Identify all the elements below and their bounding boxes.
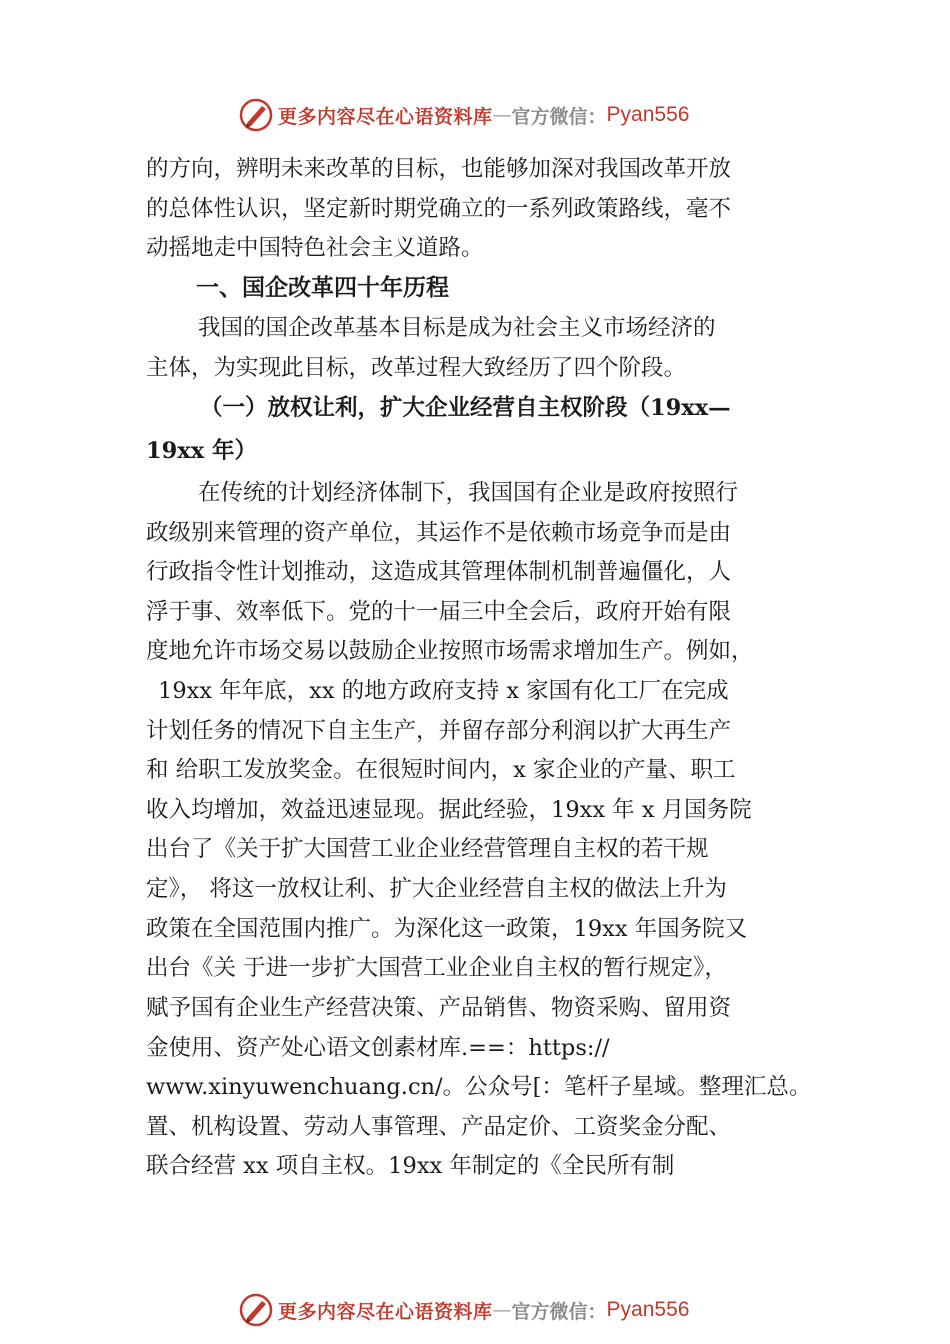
text-line: 度地允许市场交易以鼓励企业按照市场需求增加生产。例如， bbox=[146, 638, 754, 664]
text-line: 行政指令性计划推动，这造成其管理体制机制普遍僵化，人 bbox=[146, 559, 732, 585]
text-line: 和 给职工发放奖金。在很短时间内，x 家企业的产量、职工 bbox=[146, 757, 736, 783]
banner-site-name: 更多内容尽在心语资料库 bbox=[278, 105, 493, 128]
text-line: 出台了《关于扩大国营工业企业经营管理自主权的若干规 bbox=[146, 836, 709, 862]
header-banner bbox=[238, 95, 689, 135]
text-line: 计划任务的情况下自主生产，并留存部分利润以扩大再生产 bbox=[146, 718, 732, 744]
banner-wechat-label: 官方微信： bbox=[511, 105, 607, 128]
banner-wechat-label: 官方微信： bbox=[511, 1300, 607, 1323]
banner-dash: — bbox=[492, 1299, 512, 1321]
text-line: 出台《关 于进一步扩大国营工业企业自主权的暂行规定》， bbox=[146, 955, 727, 981]
subsection-heading: （一）放权让利，扩大企业经营自主权阶段（19xx— bbox=[200, 395, 731, 421]
banner-dash: — bbox=[492, 104, 512, 126]
text-line: 我国的国企改革基本目标是成为社会主义市场经济的 bbox=[198, 315, 716, 341]
pen-circle-logo-icon bbox=[238, 97, 274, 133]
banner-wechat-id: Pyan556 bbox=[606, 1298, 690, 1321]
text-line: 主体，为实现此目标，改革过程大致经历了四个阶段。 bbox=[146, 355, 687, 381]
text-line: 的方向，辨明未来改革的目标，也能够加深对我国改革开放 bbox=[146, 156, 732, 182]
text-line: 的总体性认识，坚定新时期党确立的一系列政策路线，毫不 bbox=[146, 196, 732, 222]
banner-site-name: 更多内容尽在心语资料库 bbox=[278, 1300, 493, 1323]
text-line: 政策在全国范围内推广。为深化这一政策，19xx 年国务院又 bbox=[146, 916, 748, 942]
text-line: 政级别来管理的资产单位，其运作不是依赖市场竞争而是由 bbox=[146, 520, 732, 546]
text-line: 收入均增加，效益迅速显现。据此经验，19xx 年 x 月国务院 bbox=[146, 797, 752, 823]
text-line: 定》， 将这一放权让利、扩大企业经营自主权的做法上升为 bbox=[146, 876, 727, 902]
text-line: 动摇地走中国特色社会主义道路。 bbox=[146, 235, 484, 261]
subsection-heading-cont: 19xx 年） bbox=[146, 438, 257, 464]
text-line: 置、机构设置、劳动人事管理、产品定价、工资奖金分配、 bbox=[146, 1114, 732, 1140]
banner-wechat-id: Pyan556 bbox=[606, 103, 690, 126]
section-heading: 一、国企改革四十年历程 bbox=[196, 275, 449, 301]
text-line: 浮于事、效率低下。党的十一届三中全会后，政府开始有限 bbox=[146, 599, 732, 625]
text-line: 金使用、资产处心语文创素材库.==：https:// bbox=[146, 1035, 610, 1061]
text-line: 联合经营 xx 项自主权。19xx 年制定的《全民所有制 bbox=[146, 1153, 675, 1179]
text-line: 在传统的计划经济体制下，我国国有企业是政府按照行 bbox=[198, 480, 739, 506]
footer-banner bbox=[238, 1290, 689, 1330]
text-line: 赋予国有企业生产经营决策、产品销售、物资采购、留用资 bbox=[146, 995, 732, 1021]
text-line: www.xinyuwenchuang.cn/。公众号[：笔杆子星域。整理汇总。 bbox=[146, 1074, 812, 1100]
pen-circle-logo-icon bbox=[238, 1292, 274, 1328]
text-line: 19xx 年年底，xx 的地方政府支持 x 家国有化工厂在完成 bbox=[158, 678, 729, 704]
